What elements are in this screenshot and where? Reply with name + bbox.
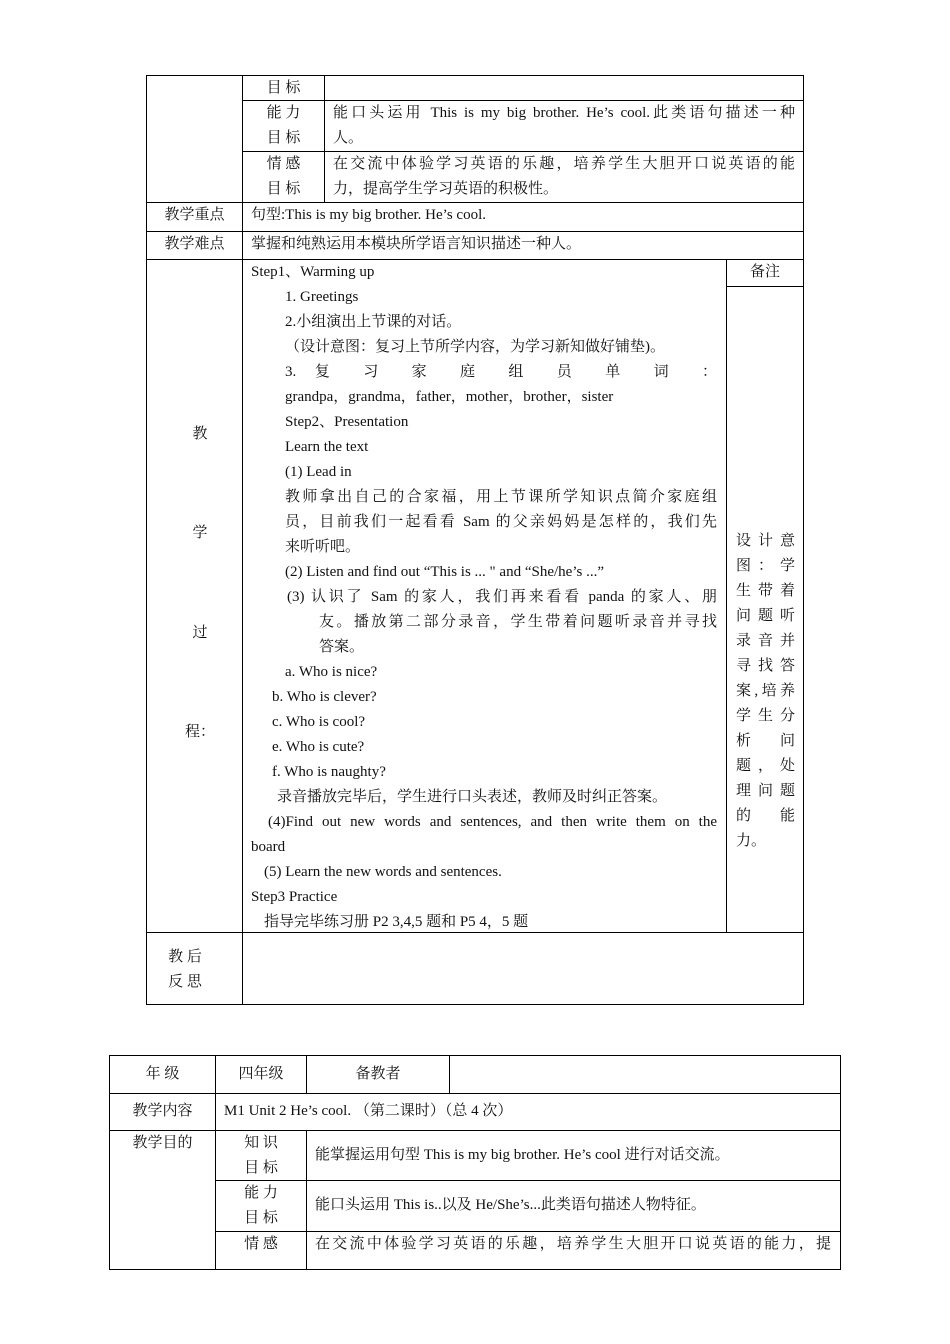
process-label-char: 学 (192, 525, 208, 541)
ability-text: 能口头运用 This is..以及 He/She’s...此类语句描述人物特征。 (315, 1197, 706, 1213)
process-line: 2.小组演出上节课的对话。 (285, 314, 462, 330)
question-item: b. Who is clever? (272, 689, 377, 705)
grade-value: 四年级 (238, 1066, 284, 1082)
knowledge-label: 目 标 (244, 1160, 278, 1176)
key-point-text: 句型:This is my big brother. He’s cool. (251, 207, 486, 223)
process-line: (5) Learn the new words and sentences. (264, 864, 502, 880)
process-label-char: 过 (192, 625, 208, 641)
emotion-text: 在交流中体验学习英语的乐趣，培养学生大胆开口说英语的能 (333, 156, 795, 172)
process-label-char: 教 (192, 426, 208, 442)
emotion-label: 情 感 (244, 1236, 278, 1252)
table2-line (215, 1180, 841, 1181)
reflection-label: 教 后 (168, 949, 202, 965)
ability-text: 人。 (333, 130, 364, 146)
process-line: board (251, 839, 286, 855)
content-label: 教学内容 (132, 1103, 193, 1119)
preparer-label: 备教者 (355, 1066, 401, 1082)
process-label-char: 程： (184, 724, 215, 740)
reflection-label: 反 思 (168, 974, 202, 990)
step1-heading: Step1、Warming up (251, 264, 375, 280)
difficulty-label: 教学难点 (164, 236, 225, 252)
process-line: 友。播放第二部分录音，学生带着问题听录音并寻找 (319, 614, 717, 630)
table2-line (449, 1055, 450, 1093)
step3-heading: Step3 Practice (251, 889, 338, 905)
key-point-label: 教学重点 (164, 207, 225, 223)
question-item: f. Who is naughty? (272, 764, 386, 780)
grade-label: 年 级 (145, 1066, 180, 1082)
table2-left-border (109, 1055, 110, 1269)
process-line: Learn the text (285, 439, 369, 455)
ability-label: 能 力 (266, 105, 301, 121)
process-line: (2) Listen and find out “This is ... " and “She/he’s ...” (285, 564, 604, 580)
process-line: 指导完毕练习册 P2 3,4,5 题和 P5 4，5 题 (264, 914, 529, 930)
ability-text: 能口头运用 This is my big brother. He’s cool.此类语句描述一种 (333, 105, 795, 121)
table2-bottom-border (109, 1269, 841, 1270)
content-value: M1 Unit 2 He’s cool. （第二课时）（总 4 次） (224, 1103, 513, 1119)
process-line: 录音播放完毕后，学生进行口头表述，教师及时纠正答案。 (277, 789, 668, 805)
purpose-label: 教学目的 (132, 1135, 193, 1151)
step2-heading: Step2、Presentation (285, 414, 409, 430)
difficulty-text: 掌握和纯熟运用本模块所学语言知识描述一种人。 (251, 236, 582, 252)
emotion-text: 在交流中体验学习英语的乐趣，培养学生大胆开口说英语的能力，提 (315, 1236, 831, 1252)
emotion-label: 目 标 (266, 181, 301, 197)
question-item: e. Who is cute? (272, 739, 365, 755)
emotion-text: 力，提高学生学习英语的积极性。 (333, 181, 559, 197)
table2-top-border (109, 1055, 841, 1056)
design-intent: （设计意图：复习上节所学内容，为学习新知做好铺垫)。 (285, 339, 665, 355)
process-line: 来听听吧。 (285, 539, 361, 555)
table1-line (146, 259, 804, 260)
knowledge-label: 知 识 (244, 1135, 278, 1151)
process-line: (1) Lead in (285, 464, 352, 480)
table1-notes-line (726, 286, 804, 287)
table1-line (324, 75, 325, 202)
knowledge-text: 能掌握运用句型 This is my big brother. He’s cool 进行对话交流。 (315, 1147, 730, 1163)
process-line: 教师拿出自己的合家福，用上节课所学知识点简介家庭组 (285, 489, 717, 505)
table1-right-border (803, 75, 804, 1004)
table1-bottom-border (146, 1004, 804, 1005)
vocab-list: grandpa，grandma，father，mother，brother，sister (285, 389, 614, 405)
question-item: c. Who is cool? (272, 714, 366, 730)
process-line: 3. 复 习 家 庭 组 员 单 词 ： (285, 364, 717, 380)
process-line: (3) 认识了 Sam 的家人，我们再来看看 panda 的家人、朋 (287, 589, 717, 605)
process-line: 员，目前我们一起看看 Sam 的父亲妈妈是怎样的，我们先 (285, 514, 717, 530)
process-line: (4)Find out new words and sentences, and then write them on the (268, 814, 717, 830)
table1-notes-divider (726, 259, 727, 932)
ability-label: 目 标 (244, 1210, 278, 1226)
question-item: a. Who is nice? (285, 664, 378, 680)
ability-label: 目 标 (266, 130, 301, 146)
notes-header: 备注 (749, 264, 780, 280)
process-line: 答案。 (319, 639, 365, 655)
table2-right-border (840, 1055, 841, 1269)
emotion-label: 情 感 (266, 156, 301, 172)
table2-line (109, 1093, 841, 1094)
ability-label: 能 力 (244, 1185, 278, 1201)
process-line: 1. Greetings (285, 289, 359, 305)
table2-line (306, 1130, 307, 1269)
notes-text: 设计意图：学生带着问题听录音并寻找答案,培养学生分析问题，处理问题的能力。 (736, 533, 795, 849)
goal-label: 目 标 (266, 80, 301, 96)
